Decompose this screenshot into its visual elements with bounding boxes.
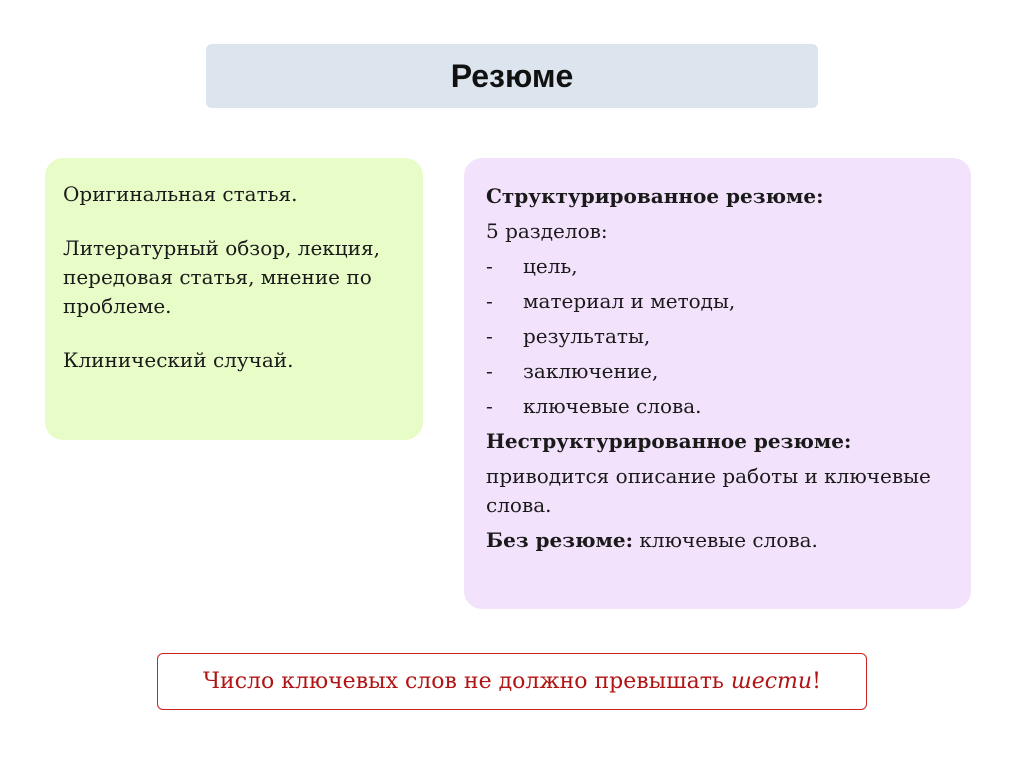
article-types-card: [45, 158, 423, 440]
page-title: Резюме: [450, 57, 574, 94]
no-abstract-line: [486, 526, 949, 555]
notice-emphasis: шести: [730, 669, 813, 694]
list-item: [486, 252, 949, 281]
section-label: материал и методы,: [523, 289, 736, 313]
structured-abstract-heading: Структурированное резюме:: [486, 184, 824, 208]
section-label: заключение,: [523, 359, 659, 383]
keyword-limit-notice: [157, 653, 867, 710]
list-item: [486, 287, 949, 316]
unstructured-abstract-text: приводится описание работы и ключевые слова.: [486, 464, 931, 517]
article-type-original: Оригинальная статья.: [63, 182, 298, 206]
bullet-dash: -: [486, 394, 493, 418]
bullet-dash: -: [486, 254, 493, 278]
no-abstract-text: ключевые слова.: [633, 528, 818, 552]
abstract-types-card: [464, 158, 971, 609]
notice-text-before: Число ключевых слов не должно превышать: [203, 669, 731, 694]
no-abstract-label: Без резюме:: [486, 528, 634, 552]
unstructured-abstract-heading: Неструктурированное резюме:: [486, 429, 852, 453]
article-type-review: Литературный обзор, лекция, передовая статья, мнение по проблеме.: [63, 236, 380, 318]
section-label: ключевые слова.: [523, 394, 702, 418]
notice-text-after: !: [812, 669, 821, 694]
section-label: цель,: [523, 254, 578, 278]
notice-text: [203, 669, 821, 694]
article-type-case: Клинический случай.: [63, 348, 294, 372]
bullet-dash: -: [486, 324, 493, 348]
bullet-dash: -: [486, 359, 493, 383]
list-item: [486, 322, 949, 351]
sections-count: 5 разделов:: [486, 219, 608, 243]
sections-list: [486, 252, 949, 421]
list-item: [486, 357, 949, 386]
list-item: [486, 392, 949, 421]
bullet-dash: -: [486, 289, 493, 313]
section-label: результаты,: [523, 324, 651, 348]
title-banner: [206, 44, 818, 108]
